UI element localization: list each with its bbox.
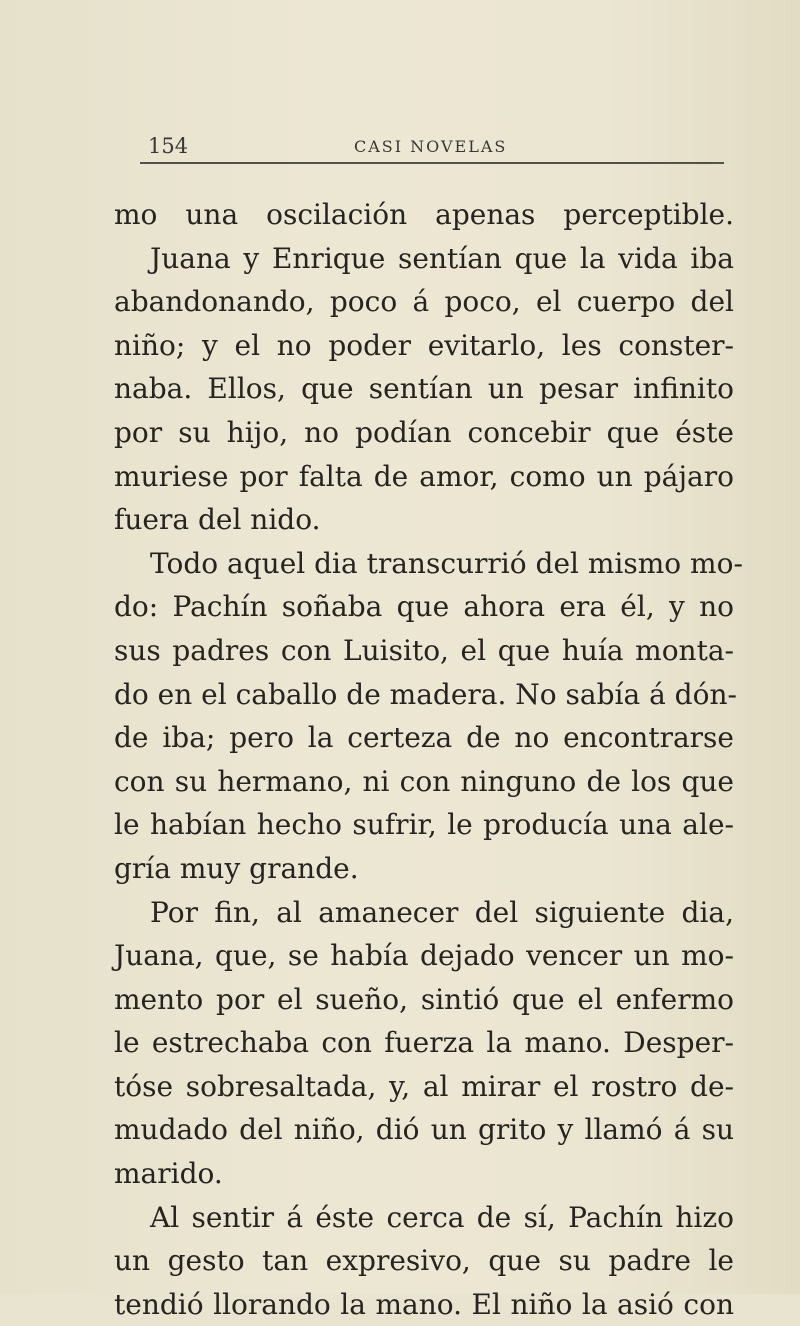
text-line: sus padres con Luisito, el que huía monta- xyxy=(114,633,734,667)
text-line: le estrechaba con fuerza la mano. Desper- xyxy=(114,1026,734,1060)
text-line: tóse sobresaltada, y, al mirar el rostro de- xyxy=(114,1069,734,1103)
page-number: 154 xyxy=(148,134,189,158)
text-line: mento por el sueño, sintió que el enfermo xyxy=(114,982,734,1016)
header-rule xyxy=(140,162,724,164)
text-line: mo una oscilación apenas perceptible. xyxy=(114,198,734,231)
text-line: Todo aquel dia transcurrió del mismo mo- xyxy=(150,546,743,580)
text-line: con su hermano, ni con ninguno de los que xyxy=(114,764,734,798)
text-line: Juana y Enrique sentían que la vida iba xyxy=(150,241,734,275)
text-line: Al sentir á éste cerca de sí, Pachín hizo xyxy=(150,1200,734,1234)
text-line: abandonando, poco á poco, el cuerpo del xyxy=(114,285,734,319)
text-line: do: Pachín soñaba que ahora era él, y no xyxy=(114,590,734,624)
text-line: naba. Ellos, que sentían un pesar infinito xyxy=(114,372,734,406)
text-line: le habían hecho sufrir, le producía una ale- xyxy=(114,808,734,842)
text-line: de iba; pero la certeza de no encontrarse xyxy=(114,721,734,755)
text-line: marido. xyxy=(114,1157,223,1191)
text-line: un gesto tan expresivo, que su padre le xyxy=(114,1244,734,1278)
text-line: Juana, que, se había dejado vencer un mo- xyxy=(114,939,734,973)
text-line: gría muy grande. xyxy=(114,851,359,885)
body-text xyxy=(114,193,743,1326)
text-line: Por fin, al amanecer del siguiente dia, xyxy=(150,895,734,929)
text-line: muriese por falta de amor, como un pájaro xyxy=(114,459,734,493)
text-line: fuera del nido. xyxy=(114,503,321,537)
page-header xyxy=(140,134,724,160)
text-line: por su hijo, no podían concebir que éste xyxy=(114,415,734,449)
text-line: niño; y el no poder evitarlo, les conster- xyxy=(114,328,734,362)
running-title: CASI NOVELAS xyxy=(354,137,508,156)
text-line: mudado del niño, dió un grito y llamó á su xyxy=(114,1113,734,1147)
text-line: do en el caballo de madera. No sabía á dón- xyxy=(114,677,737,711)
text-line: tendió llorando la mano. El niño la asió con xyxy=(114,1287,734,1321)
